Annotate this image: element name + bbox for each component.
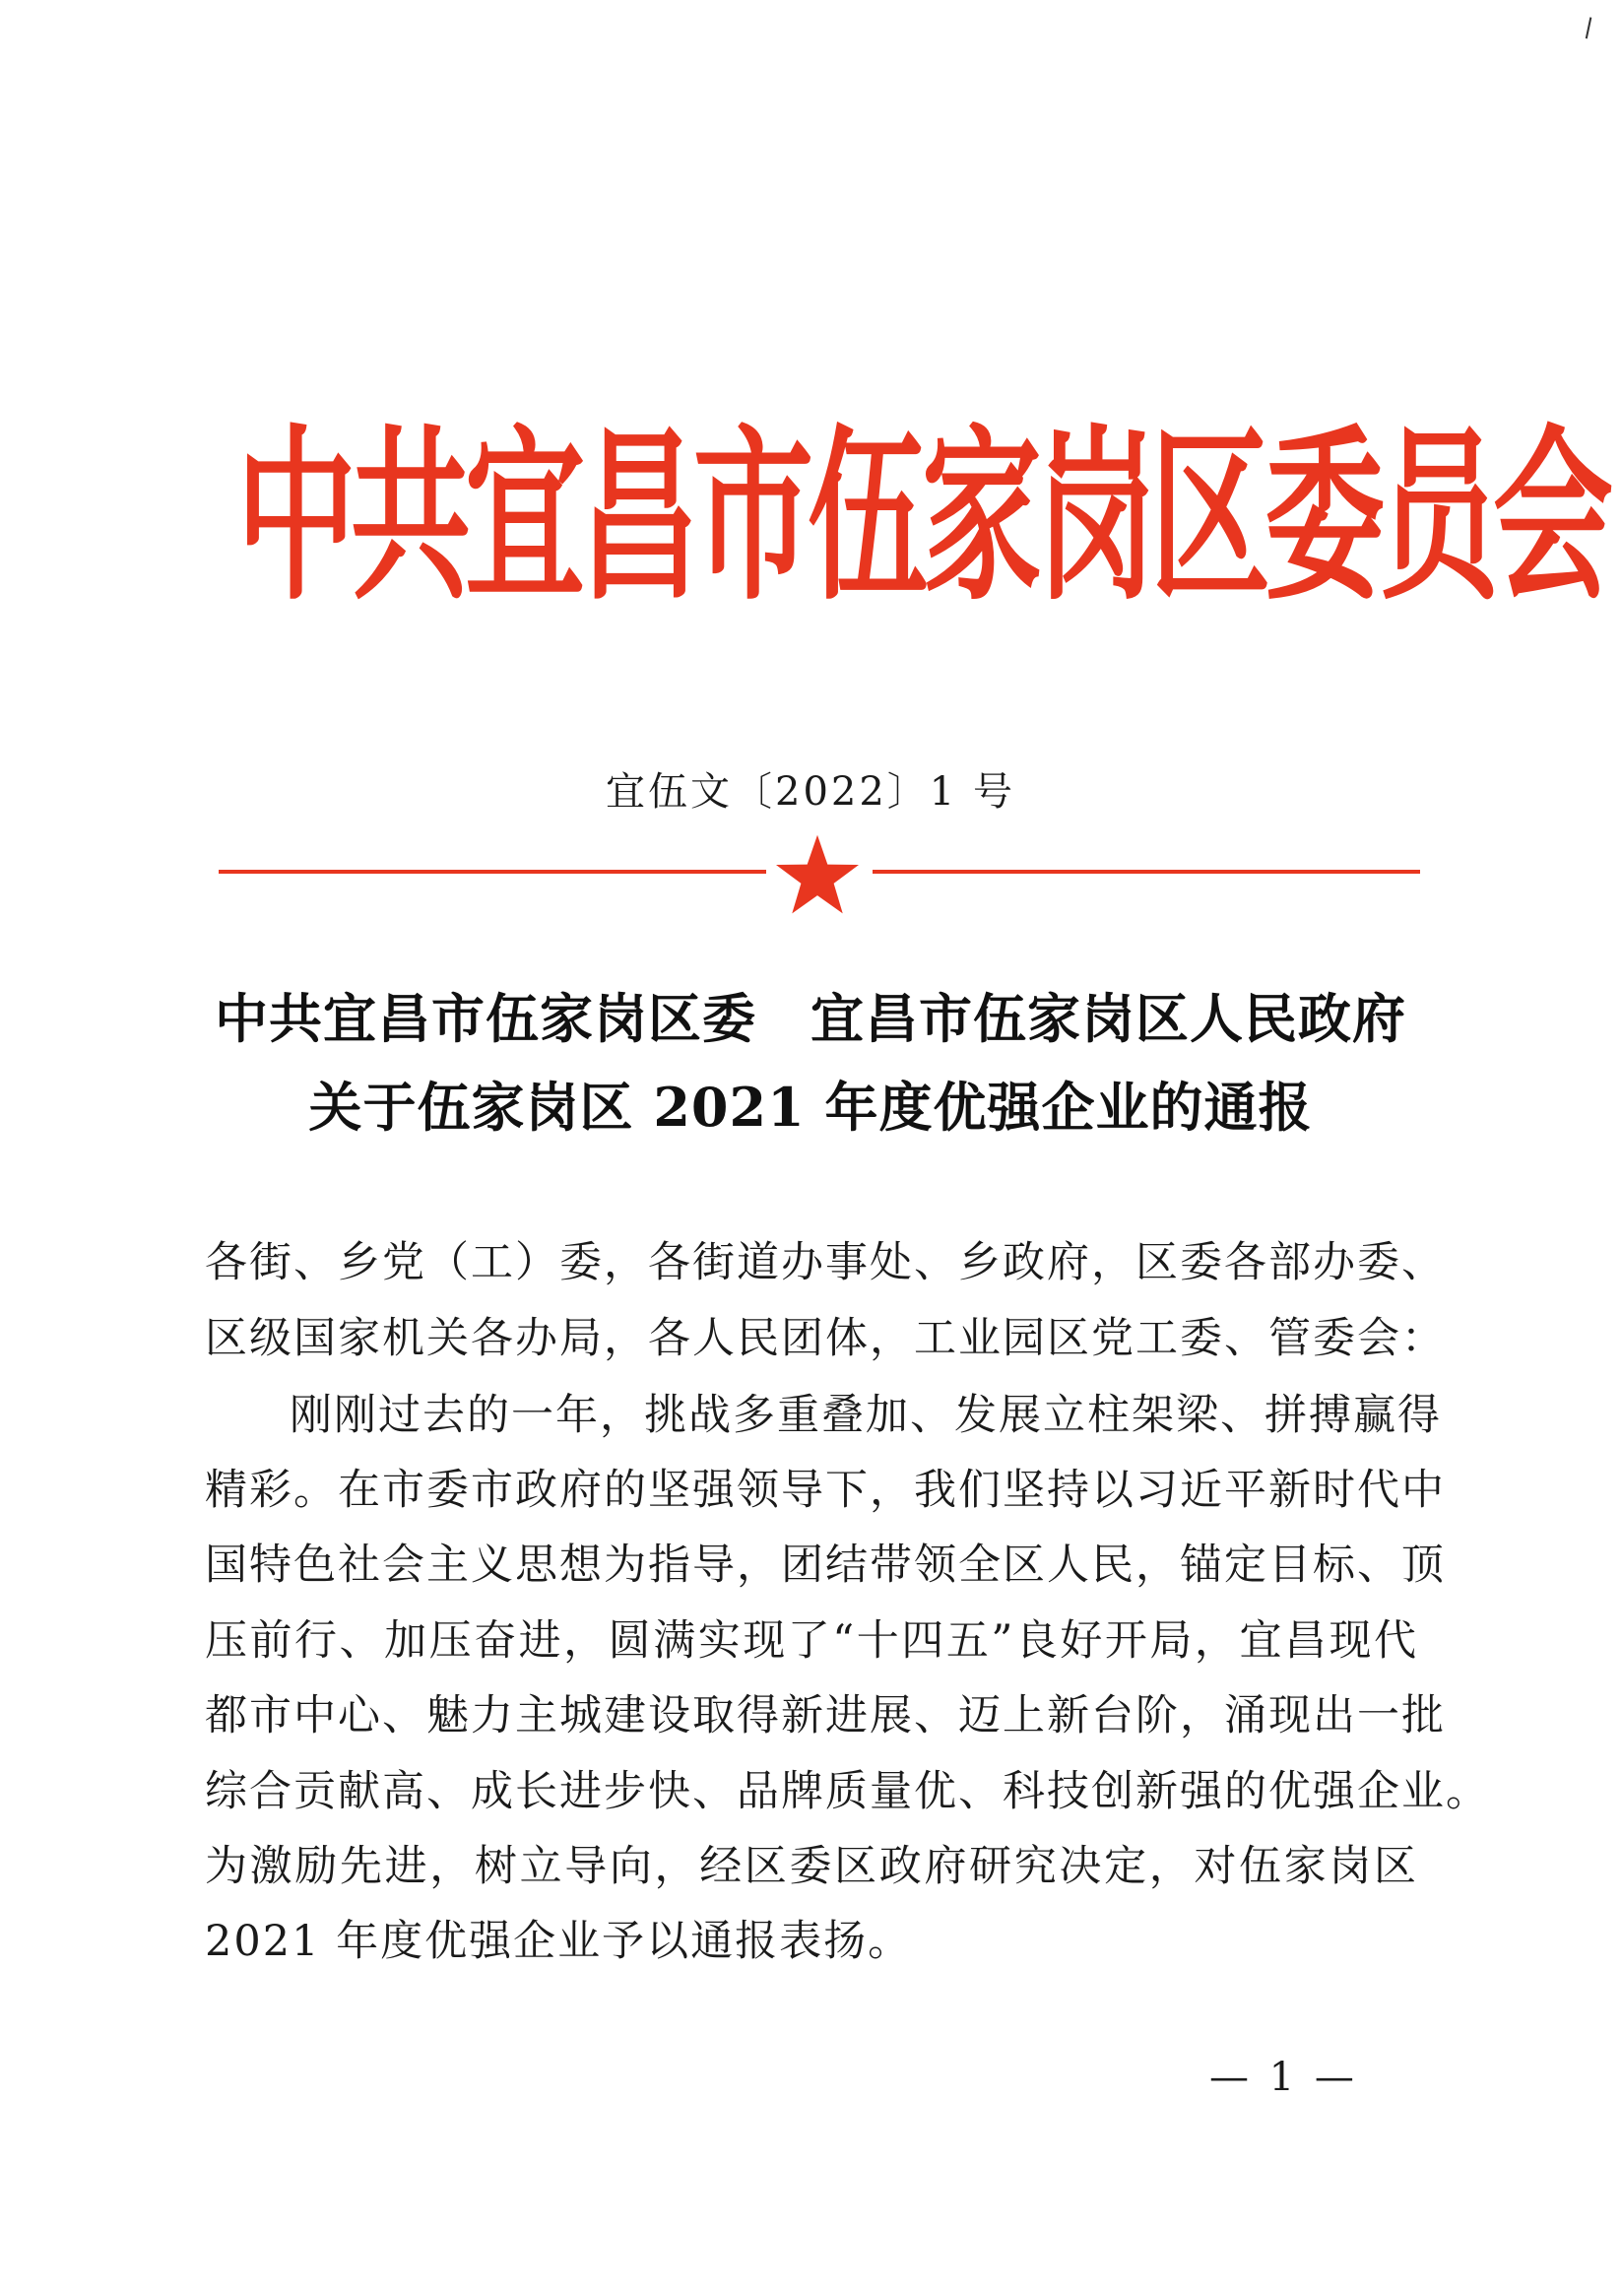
paragraph-line: 都市中心、魅力主城建设取得新进展、迈上新台阶，涌现出一批 xyxy=(205,1691,1446,1740)
paragraph-line: 为激励先进，树立导向，经区委区政府研究决定，对伍家岗区 xyxy=(205,1842,1418,1891)
document-number: 宜伍文〔2022〕1 号 xyxy=(606,769,1015,815)
red-star-icon xyxy=(774,833,861,916)
masthead-title: 中共宜昌市伍家岗区委员会 xyxy=(236,408,1607,626)
notice-title-line-2: 关于伍家岗区 2021 年度优强企业的通报 xyxy=(308,1076,1313,1139)
notice-title-line-1: 中共宜昌市伍家岗区委 宜昌市伍家岗区人民政府 xyxy=(215,987,1406,1050)
red-rule-right xyxy=(873,870,1420,874)
paragraph-line: 国特色社会主义思想为指导，团结带领全区人民，锚定目标、顶 xyxy=(205,1541,1446,1590)
recipients-line: 区级国家机关各办局，各人民团体，工业园区党工委、管委会： xyxy=(205,1314,1446,1363)
page-number: — 1 — xyxy=(1209,2055,1358,2100)
scan-mark xyxy=(1586,17,1597,39)
paragraph-line: 刚刚过去的一年，挑战多重叠加、发展立柱架梁、拼搏赢得 xyxy=(290,1391,1442,1440)
paragraph-line: 精彩。在市委市政府的坚强领导下，我们坚持以习近平新时代中 xyxy=(205,1466,1446,1515)
recipients-line: 各街、乡党（工）委，各街道办事处、乡政府，区委各部办委、 xyxy=(205,1238,1446,1287)
paragraph-line: 2021 年度优强企业予以通报表扬。 xyxy=(205,1917,913,1966)
red-rule-left xyxy=(219,870,766,874)
paragraph-line: 压前行、加压奋进，圆满实现了“十四五”良好开局，宜昌现代 xyxy=(205,1616,1418,1666)
paragraph-line: 综合贡献高、成长进步快、品牌质量优、科技创新强的优强企业。 xyxy=(205,1767,1490,1816)
